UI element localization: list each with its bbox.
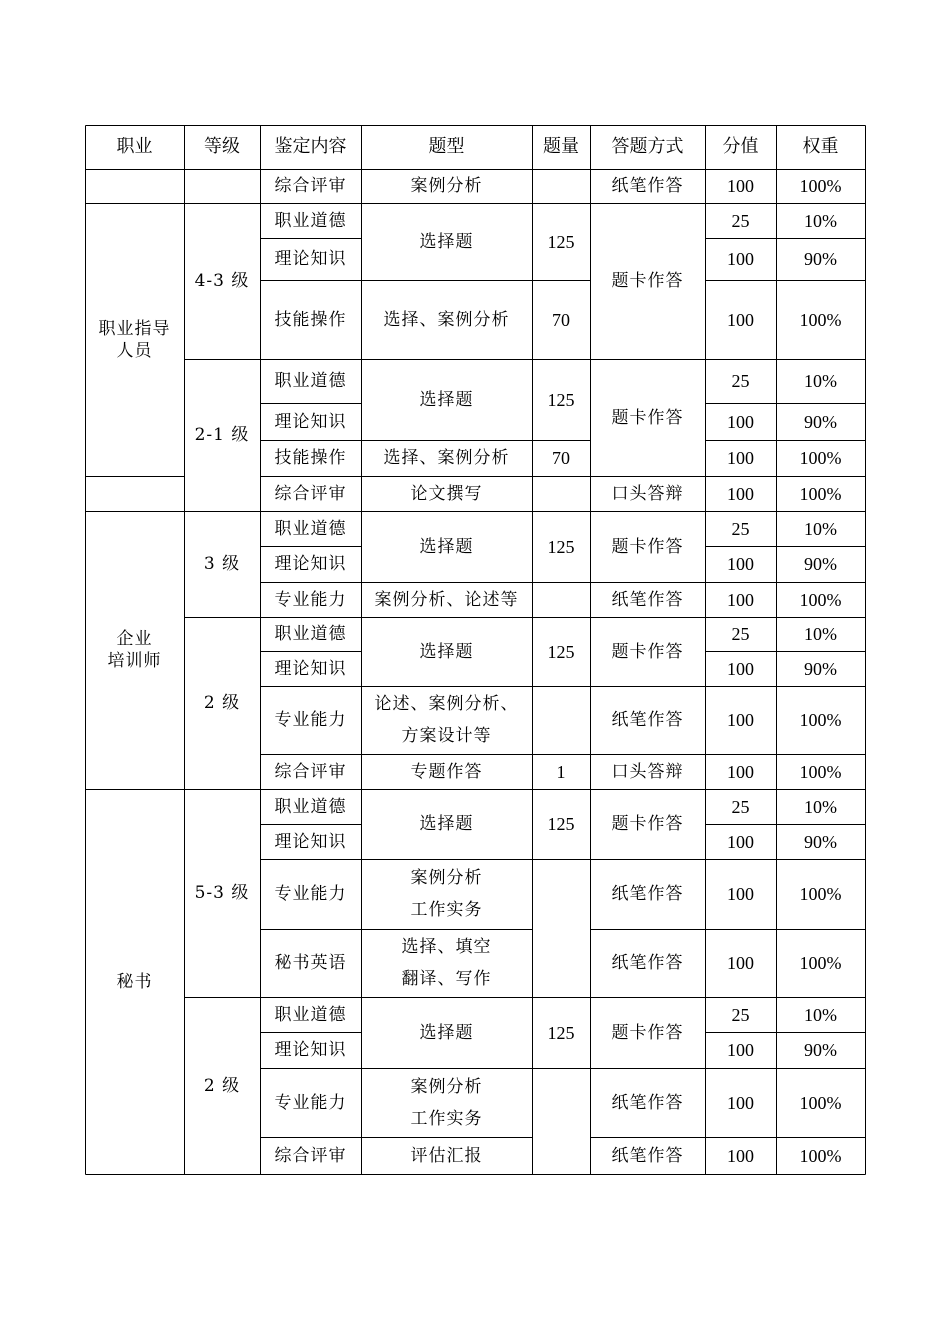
- table-cell: 125: [547, 641, 575, 662]
- header-cell: 题型: [428, 136, 465, 157]
- table-cell: 企业 培训师: [107, 629, 162, 671]
- table-cell: 125: [547, 389, 575, 410]
- table-cell: 5-3 级: [194, 883, 250, 903]
- table-cell: 100: [727, 176, 754, 196]
- table-cell: 专业能力: [274, 589, 347, 610]
- table-cell: 100%: [799, 309, 842, 330]
- table-cell: 职业道德: [274, 371, 347, 391]
- table-cell: 100%: [799, 589, 842, 610]
- table-cell: 25: [731, 518, 750, 539]
- table-cell: 25: [731, 210, 750, 231]
- table-cell: 案例分析、论述等: [374, 589, 519, 610]
- table-cell: 100: [727, 831, 754, 852]
- table-cell: 职业道德: [274, 518, 347, 539]
- table-cell: 100: [727, 1145, 754, 1166]
- table-cell: 100%: [799, 761, 842, 782]
- table-cell: 90%: [804, 1040, 837, 1060]
- table-cell: 70: [552, 448, 570, 468]
- table-cell: 100: [727, 589, 754, 610]
- table-cell: 纸笔作答: [611, 1145, 684, 1166]
- table-cell: 口头答辩: [611, 483, 684, 504]
- table-cell: 专题作答: [410, 761, 483, 782]
- table-cell: 125: [547, 814, 575, 834]
- table-cell: 综合评审: [274, 483, 347, 504]
- table-cell: 综合评审: [274, 761, 347, 782]
- table-cell: 90%: [804, 658, 837, 679]
- table-cell: 100: [727, 761, 754, 782]
- table-cell: 题卡作答: [611, 641, 684, 662]
- table-cell: 秘书英语: [274, 953, 347, 973]
- table-cell: 90%: [804, 411, 837, 432]
- table-cell: 125: [547, 231, 575, 252]
- table-cell: 100: [727, 710, 754, 730]
- table-cell: 10%: [804, 210, 837, 231]
- table-cell: 3 级: [203, 554, 241, 574]
- table-cell: 100: [727, 309, 754, 330]
- table-cell: 口头答辩: [611, 761, 684, 782]
- table-cell: 案例分析 工作实务: [410, 1076, 483, 1129]
- table-cell: 100%: [799, 953, 842, 973]
- table-cell: 125: [547, 1022, 575, 1043]
- table-cell: 选择、案例分析: [383, 448, 510, 468]
- header-cell: 权重: [802, 136, 839, 157]
- table-cell: 题卡作答: [611, 407, 684, 428]
- table-cell: 100%: [799, 710, 842, 730]
- table-cell: 10%: [804, 1004, 837, 1025]
- table-cell: 100: [727, 411, 754, 432]
- table-cell: 2-1 级: [194, 425, 250, 445]
- table-cell: 125: [547, 536, 575, 557]
- table-cell: 10%: [804, 371, 837, 391]
- table-cell: 专业能力: [274, 1092, 347, 1113]
- table-cell: 题卡作答: [611, 814, 684, 834]
- table-cell: 选择题: [419, 1022, 474, 1043]
- header-cell: 职业: [116, 136, 153, 157]
- table-cell: 10%: [804, 796, 837, 817]
- table-cell: 选择、填空 翻译、写作: [401, 937, 492, 989]
- table-cell: 题卡作答: [611, 536, 684, 557]
- header-cell: 答题方式: [611, 136, 684, 157]
- table-cell: 职业道德: [274, 624, 347, 644]
- table-cell: 25: [731, 1004, 750, 1025]
- table-cell: 100%: [799, 1092, 842, 1113]
- table-cell: 纸笔作答: [611, 884, 684, 904]
- table-cell: 100%: [799, 884, 842, 904]
- table-cell: 100%: [799, 448, 842, 468]
- table-cell: 4-3 级: [194, 271, 250, 291]
- table-cell: 职业指导 人员: [98, 318, 171, 361]
- table-cell: 100: [727, 483, 754, 504]
- table-cell: 论述、案例分析、 方案设计等: [374, 694, 519, 746]
- table-cell: 100%: [799, 483, 842, 504]
- header-cell: 题量: [543, 136, 579, 157]
- table-cell: 技能操作: [274, 448, 347, 468]
- table-cell: 题卡作答: [611, 271, 684, 291]
- table-cell: 评估汇报: [410, 1145, 483, 1166]
- table-cell: 职业道德: [274, 796, 347, 817]
- table-cell: 案例分析 工作实务: [410, 868, 483, 920]
- table-cell: 100%: [799, 176, 842, 196]
- table-cell: 25: [731, 796, 750, 817]
- table-cell: 10%: [804, 624, 837, 644]
- table-cell: 技能操作: [274, 309, 347, 330]
- table-cell: 理论知识: [274, 658, 347, 679]
- table-cell: 100: [727, 884, 754, 904]
- table-cell: 秘书: [116, 971, 153, 992]
- table-cell: 90%: [804, 554, 837, 574]
- table-cell: 理论知识: [274, 554, 347, 574]
- table-cell: 100: [727, 448, 754, 468]
- table-cell: 纸笔作答: [611, 953, 684, 973]
- header-cell: 鉴定内容: [274, 136, 347, 157]
- table-cell: 选择题: [419, 641, 474, 662]
- table-cell: 100: [727, 953, 754, 973]
- table-cell: 90%: [804, 249, 837, 269]
- table-cell: 100: [727, 1040, 754, 1060]
- table-cell: 专业能力: [274, 884, 347, 904]
- table-cell: 题卡作答: [611, 1022, 684, 1043]
- table-cell: 纸笔作答: [611, 176, 684, 196]
- table-cell: 理论知识: [274, 249, 347, 269]
- table-cell: 专业能力: [274, 710, 347, 730]
- table-cell: 理论知识: [274, 1040, 347, 1060]
- table-cell: 10%: [804, 518, 837, 539]
- table-cell: 选择题: [419, 389, 474, 410]
- table-cell: 1: [556, 761, 566, 782]
- table-cell: 综合评审: [274, 176, 347, 196]
- header-cell: 等级: [204, 136, 240, 157]
- table-cell: 案例分析: [410, 176, 483, 196]
- table-cell: 选择题: [419, 536, 474, 557]
- table-cell: 选择题: [419, 231, 474, 252]
- table-cell: 100: [727, 554, 754, 574]
- table-cell: 综合评审: [274, 1145, 347, 1166]
- table-cell: 纸笔作答: [611, 1092, 684, 1113]
- table-cell: 职业道德: [274, 210, 347, 231]
- table-cell: 理论知识: [274, 411, 347, 432]
- table-cell: 100%: [799, 1145, 842, 1166]
- table-cell: 理论知识: [274, 831, 347, 852]
- table-cell: 选择、案例分析: [383, 309, 510, 330]
- table-cell: 100: [727, 249, 754, 269]
- table-cell: 纸笔作答: [611, 710, 684, 730]
- header-cell: 分值: [722, 136, 759, 157]
- table-cell: 70: [552, 309, 570, 330]
- table-cell: 职业道德: [274, 1004, 347, 1025]
- table-cell: 2 级: [203, 1075, 241, 1096]
- table-cell: 25: [731, 624, 750, 644]
- table-cell: 纸笔作答: [611, 589, 684, 610]
- table-cell: 论文撰写: [410, 483, 483, 504]
- table-cell: 100: [727, 658, 754, 679]
- table-cell: 100: [727, 1092, 754, 1113]
- table-cell: 90%: [804, 831, 837, 852]
- table-cell: 2 级: [203, 693, 241, 713]
- table-cell: 25: [731, 371, 750, 391]
- table-cell: 选择题: [419, 814, 474, 834]
